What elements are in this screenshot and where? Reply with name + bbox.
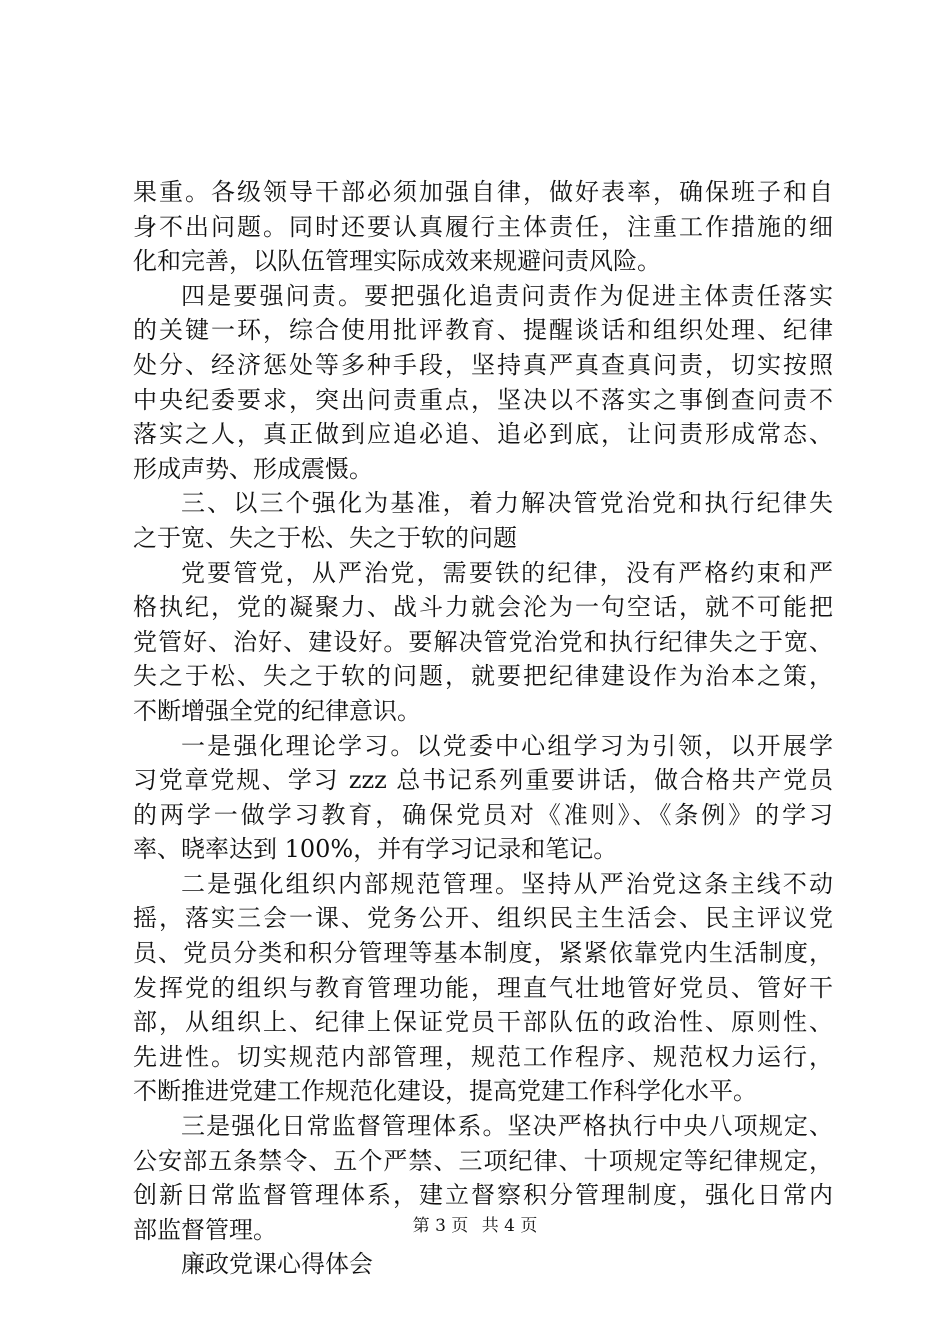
text-line: 中央纪委要求，突出问责重点，坚决以不落实之事倒查问责不 — [133, 385, 833, 414]
text-line: 果重。各级领导干部必须加强自律，做好表率，确保班子和自 — [133, 178, 833, 206]
text-line: 不断推进党建工作规范化建设，提高党建工作科学化水平。 — [133, 1077, 757, 1106]
text-line: 三、以三个强化为基准，着力解决管党治党和执行纪律失 — [181, 489, 833, 518]
text-line: 三是强化日常监督管理体系。坚决严格执行中央八项规定、 — [181, 1112, 833, 1141]
text-line: 身不出问题。同时还要认真履行主体责任，注重工作措施的细 — [133, 212, 833, 241]
text-line: 不断增强全党的纪律意识。 — [133, 696, 421, 725]
text-line: 四是要强问责。要把强化追责问责作为促进主体责任落实 — [181, 281, 833, 310]
text-line: 处分、经济惩处等多种手段，坚持真严真查真问责，切实按照 — [133, 350, 833, 379]
text-line: 部监督管理。 — [133, 1215, 277, 1244]
text-line: 发挥党的组织与教育管理功能，理直气壮地管好党员、管好干 — [133, 973, 833, 1002]
text-line: 公安部五条禁令、五个严禁、三项纪律、十项规定等纪律规定， — [133, 1146, 833, 1175]
text-line: 先进性。切实规范内部管理，规范工作程序、规范权力运行， — [133, 1042, 833, 1071]
text-line: 党要管党，从严治党，需要铁的纪律，没有严格约束和严 — [181, 558, 833, 587]
text-line: 部，从组织上、纪律上保证党员干部队伍的政治性、原则性、 — [133, 1008, 833, 1037]
text-line: 党管好、治好、建设好。要解决管党治党和执行纪律失之于宽、 — [133, 627, 833, 656]
text-line: 创新日常监督管理体系，建立督察积分管理制度，强化日常内 — [133, 1181, 833, 1210]
text-line: 习党章党规、学习 zzz 总书记系列重要讲话，做合格共产党员 — [133, 766, 833, 795]
page-number: 第 3 页 — [412, 1216, 469, 1236]
text-line: 格执纪，党的凝聚力、战斗力就会沦为一句空话，就不可能把 — [133, 593, 833, 622]
text-line: 员、党员分类和积分管理等基本制度，紧紧依靠党内生活制度， — [133, 939, 833, 968]
text-line: 落实之人，真正做到应追必追、追必到底，让问责形成常态、 — [133, 420, 833, 449]
text-line: 形成声势、形成震慑。 — [133, 454, 373, 483]
text-line: 率、晓率达到 100%，并有学习记录和笔记。 — [133, 835, 618, 864]
text-line: 摇，落实三会一课、党务公开、组织民主生活会、民主评议党 — [133, 904, 833, 933]
page-total: 共 4 页 — [481, 1216, 538, 1236]
text-line: 一是强化理论学习。以党委中心组学习为引领，以开展学 — [181, 731, 833, 760]
page-footer — [0, 1214, 950, 1238]
text-line: 失之于松、失之于软的问题，就要把纪律建设作为治本之策， — [133, 662, 833, 691]
text-line: 二是强化组织内部规范管理。坚持从严治党这条主线不动 — [181, 869, 833, 898]
text-line: 化和完善，以队伍管理实际成效来规避问责风险。 — [133, 247, 661, 276]
text-line: 的关键一环，综合使用批评教育、提醒谈话和组织处理、纪律 — [133, 316, 833, 345]
text-line: 之于宽、失之于松、失之于软的问题 — [133, 523, 517, 552]
text-line: 廉政党课心得体会 — [181, 1250, 373, 1279]
text-line: 的两学一做学习教育，确保党员对《准则》、《条例》的学习 — [133, 800, 833, 829]
document-body — [133, 175, 833, 1282]
